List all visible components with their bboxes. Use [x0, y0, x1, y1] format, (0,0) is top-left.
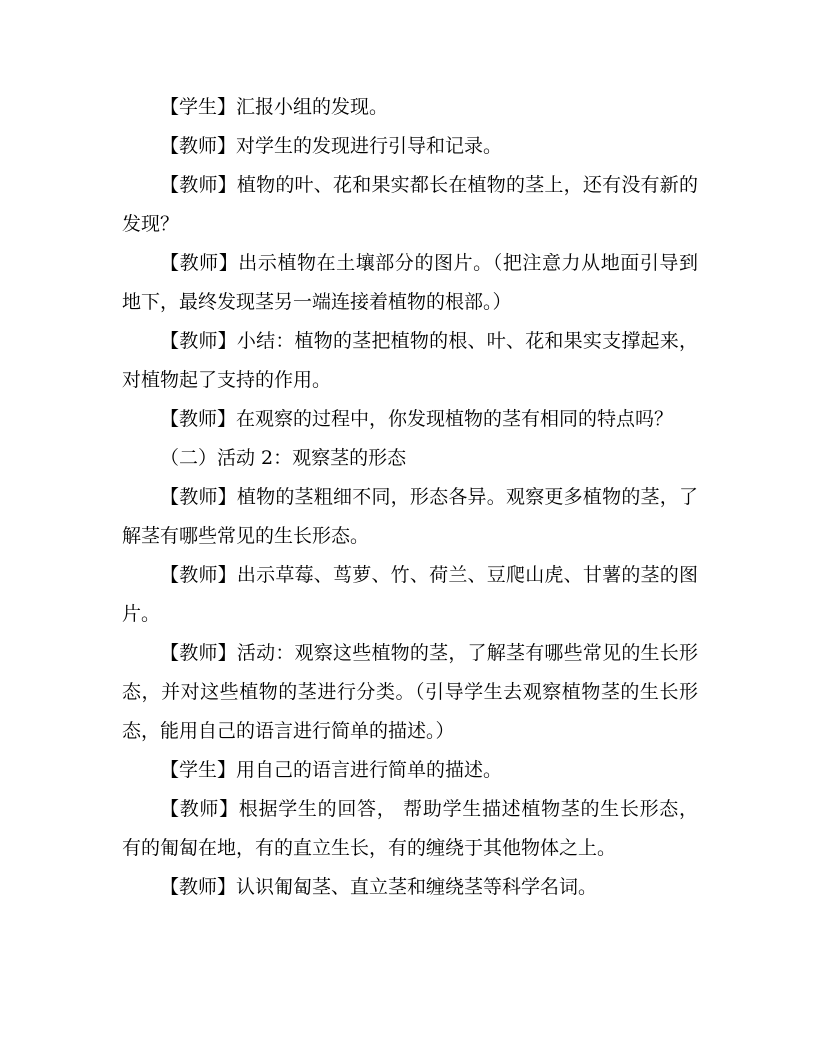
paragraph-teacher-help-describe: 【教师】根据学生的回答， 帮助学生描述植物茎的生长形态，有的匍匐在地，有的直立生长，有的缠绕于其他物体之上。: [122, 798, 698, 859]
paragraph-teacher-stem-forms: 【教师】植物的茎粗细不同，形态各异。观察更多植物的茎，了解茎有哪些常见的生长形态。: [122, 486, 698, 547]
paragraph-teacher-summary: 【教师】小结：植物的茎把植物的根、叶、花和果实支撑起来，对植物起了支持的作用。: [122, 330, 698, 391]
paragraph-teacher-terms: 【教师】认识匍匐茎、直立茎和缠绕茎等科学名词。: [160, 876, 598, 898]
paragraph-teacher-soil-image: 【教师】出示植物在土壤部分的图片。（把注意力从地面引导到地下，最终发现茎另一端连接着植物的根部。）: [122, 252, 698, 313]
paragraph-teacher-observe: 【教师】在观察的过程中，你发现植物的茎有相同的特点吗？: [160, 408, 674, 430]
paragraph-teacher-activity: 【教师】活动：观察这些植物的茎，了解茎有哪些常见的生长形态，并对这些植物的茎进行分类。（引导学生去观察植物茎的生长形态，能用自己的语言进行简单的描述。）: [122, 642, 698, 742]
paragraph-student-describe: 【学生】用自己的语言进行简单的描述。: [160, 759, 503, 781]
paragraph-teacher-show-images: 【教师】出示草莓、茑萝、竹、荷兰、豆爬山虎、甘薯的茎的图片。: [122, 564, 698, 625]
paragraph-teacher-guide: 【教师】对学生的发现进行引导和记录。: [160, 135, 503, 157]
paragraph-teacher-question: 【教师】植物的叶、花和果实都长在植物的茎上，还有没有新的发现？: [122, 174, 698, 235]
paragraph-student-report: 【学生】汇报小组的发现。: [160, 96, 389, 118]
section-heading-activity-2: （二）活动 2：观察茎的形态: [160, 447, 407, 469]
document-body: [122, 88, 698, 907]
